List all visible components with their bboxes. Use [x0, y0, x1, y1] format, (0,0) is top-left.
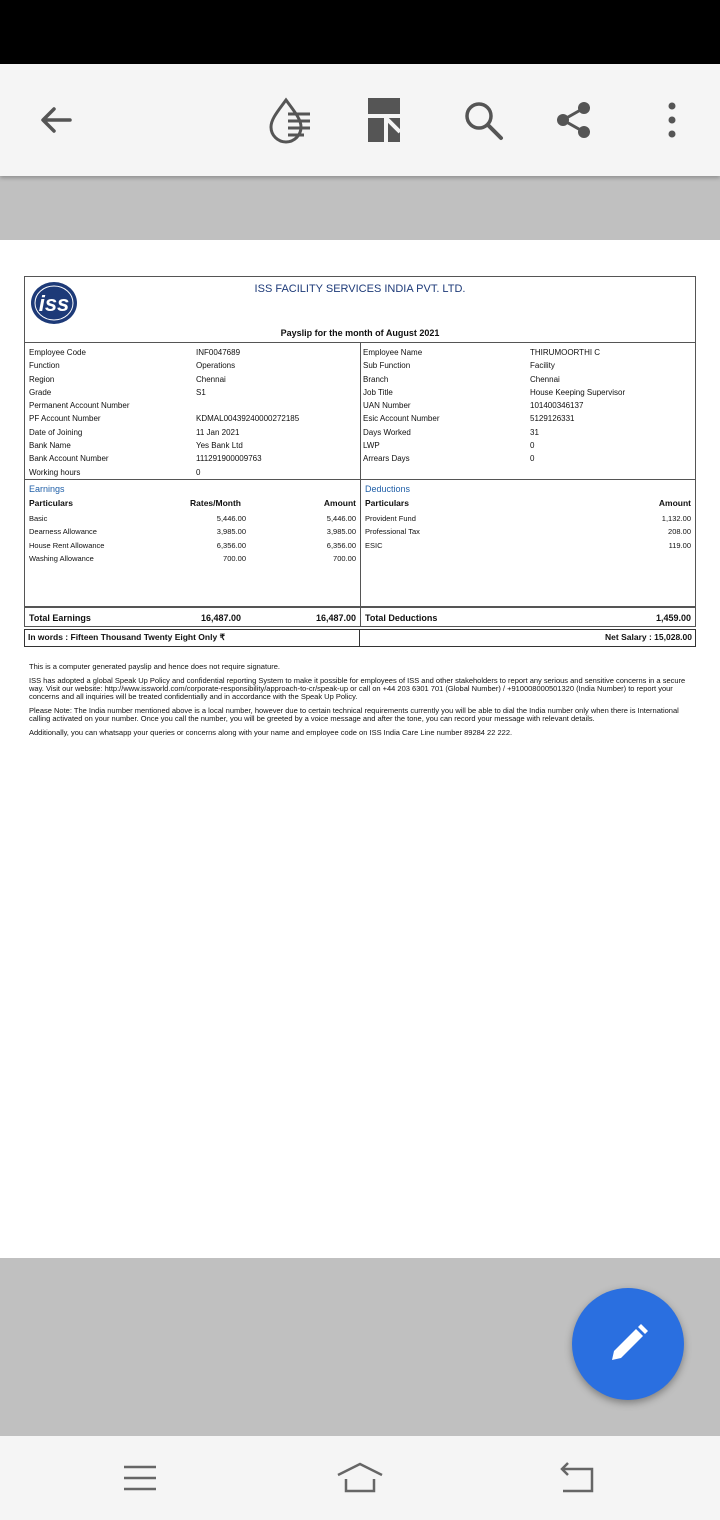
net-salary-row — [24, 629, 696, 647]
deduction-amount: 208.00 — [668, 527, 691, 537]
info-value: 0 — [530, 454, 535, 464]
earnings-row — [29, 512, 356, 525]
info-label: Bank Name — [29, 441, 71, 451]
info-label: Employee Name — [363, 348, 423, 357]
payslip-notes — [24, 663, 696, 737]
page-layout-icon[interactable] — [356, 92, 412, 148]
back-icon[interactable] — [548, 1456, 608, 1500]
payslip — [24, 276, 696, 743]
info-row — [363, 439, 691, 452]
ink-drop-list-icon[interactable] — [262, 92, 318, 148]
earnings-name: Washing Allowance — [29, 553, 94, 563]
info-label: Grade — [29, 387, 52, 397]
earnings-rate: 6,356.00 — [216, 540, 246, 550]
info-label: UAN Number — [363, 401, 411, 411]
amount-in-words: In words : Fifteen Thousand Twenty Eight Only ₹ — [24, 629, 360, 647]
info-row — [363, 346, 691, 359]
info-row — [363, 373, 691, 386]
info-value: Chennai — [196, 374, 226, 384]
earnings-row — [29, 525, 356, 538]
earnings-name: Dearness Allowance — [29, 527, 97, 537]
deduction-name: Professional Tax — [365, 527, 420, 537]
share-icon[interactable] — [546, 92, 602, 148]
info-value: 111291900009763 — [196, 454, 262, 464]
info-label: Permanent Account Number — [29, 401, 130, 411]
info-row — [29, 359, 356, 372]
info-value: 5129126331 — [530, 414, 575, 424]
info-label: Function — [29, 361, 60, 371]
earnings-amount-header: Amount — [323, 497, 356, 508]
more-vert-icon[interactable] — [644, 92, 700, 148]
info-label: Job Title — [363, 387, 393, 397]
svg-text:iss: iss — [38, 291, 70, 316]
info-label: Employee Code — [29, 348, 86, 357]
info-row — [29, 439, 356, 452]
deductions-title: Deductions — [365, 483, 411, 494]
earnings-amount: 6,356.00 — [326, 540, 356, 550]
note-paragraph: Additionally, you can whatsapp your queries or concerns along with your name and employee code on ISS India Care Line number 89284 22 222. — [29, 727, 513, 737]
earnings-row — [29, 552, 356, 565]
info-value: THIRUMOORTHI C — [530, 348, 601, 357]
system-nav-bar — [0, 1436, 720, 1520]
info-row — [29, 466, 356, 479]
deductions-row — [365, 512, 691, 525]
earnings-row — [29, 539, 356, 552]
document-page[interactable] — [0, 240, 720, 1258]
info-value: 31 — [530, 427, 539, 437]
note-paragraph: Please Note: The India number mentioned above is a local number, however due to certain technical requirements currently you will be able to dial the India number only when there is International calling activated on your number. Once you call the number, you will be greeted by a voice message and after the tone, you can record your message with relevant details. — [29, 705, 679, 723]
info-row — [29, 399, 356, 412]
total-earnings-rate: 16,487.00 — [201, 612, 242, 623]
deduction-amount: 119.00 — [668, 540, 691, 550]
earnings-particulars-header: Particulars — [29, 497, 73, 508]
info-label: PF Account Number — [29, 414, 101, 424]
info-label: Branch — [363, 374, 389, 384]
deductions-row — [365, 539, 691, 552]
info-value: S1 — [196, 387, 206, 397]
info-value: 11 Jan 2021 — [196, 427, 240, 437]
earnings-amount: 700.00 — [333, 553, 356, 563]
info-label: Region — [29, 374, 55, 384]
deduction-name: Provident Fund — [365, 513, 416, 523]
deductions-total — [360, 608, 695, 626]
search-icon[interactable] — [455, 92, 511, 148]
info-value: Yes Bank Ltd — [196, 441, 243, 451]
info-value: KDMAL00439240000272185 — [196, 414, 300, 424]
employee-info-right — [360, 343, 695, 479]
earnings-title: Earnings — [29, 483, 65, 494]
deductions-particulars-header: Particulars — [365, 497, 409, 508]
net-salary: Net Salary : 15,028.00 — [360, 629, 696, 647]
earnings-deductions — [24, 480, 696, 607]
info-row — [363, 452, 691, 465]
info-row — [363, 399, 691, 412]
earnings-amount: 5,446.00 — [326, 513, 356, 523]
recent-apps-icon[interactable] — [110, 1456, 170, 1500]
earnings-name: House Rent Allowance — [29, 540, 105, 550]
payslip-month-title: Payslip for the month of August 2021 — [280, 328, 440, 338]
info-label: Esic Account Number — [363, 414, 440, 424]
note-paragraph: This is a computer generated payslip and hence does not require signature. — [29, 661, 280, 671]
status-bar — [0, 0, 720, 64]
earnings-rate: 700.00 — [223, 553, 246, 563]
info-row — [29, 346, 356, 359]
employee-info-left — [25, 343, 360, 479]
deduction-name: ESIC — [365, 540, 383, 550]
back-arrow-icon[interactable] — [28, 92, 84, 148]
info-row — [29, 426, 356, 439]
totals-row — [24, 607, 696, 627]
info-value: Operations — [196, 361, 236, 371]
info-value: 101400346137 — [530, 401, 584, 411]
info-value: INF0047689 — [196, 348, 241, 357]
earnings-total — [25, 608, 360, 626]
earnings-rate: 5,446.00 — [216, 513, 246, 523]
info-value: 0 — [530, 441, 535, 451]
info-row — [29, 452, 356, 465]
info-row — [363, 426, 691, 439]
info-value: House Keeping Supervisor — [530, 387, 626, 397]
total-deductions-label: Total Deductions — [365, 612, 438, 623]
deductions-amount-header: Amount — [658, 497, 691, 508]
info-row — [363, 359, 691, 372]
info-label: Date of Joining — [29, 427, 83, 437]
info-row — [29, 373, 356, 386]
earnings-rate: 3,985.00 — [216, 527, 246, 537]
info-row — [29, 412, 356, 425]
total-earnings-label: Total Earnings — [29, 612, 91, 623]
info-row — [363, 412, 691, 425]
note-paragraph: ISS has adopted a global Speak Up Policy and confidential reporting System to make it possible for employees of ISS and other stakeholders to report any serious and sensitive concerns in a secure way. Visit our website: http://www.issworld.com/corporate-responsibility/approach-to-cr/speak-up or call on +44 203 6301 701 (Global Number) / +910008000501320 (India Number) to report your concerns and all inquiries will be treated confidentially and in accordance with the Speak Up Policy. — [29, 675, 686, 701]
edit-fab-button[interactable] — [572, 1288, 684, 1400]
deduction-amount: 1,132.00 — [661, 513, 691, 523]
earnings-rate-header: Rates/Month — [190, 497, 241, 508]
app-toolbar — [0, 64, 720, 176]
company-name: ISS FACILITY SERVICES INDIA PVT. LTD. — [254, 283, 466, 295]
employee-info — [24, 342, 696, 480]
info-label: Days Worked — [363, 427, 411, 437]
total-deductions-amount: 1,459.00 — [655, 612, 691, 623]
info-label: Arrears Days — [363, 454, 410, 464]
edit-pencil-icon — [604, 1320, 652, 1368]
earnings-section — [25, 480, 360, 606]
earnings-name: Basic — [29, 513, 48, 523]
info-row — [363, 386, 691, 399]
info-label: Bank Account Number — [29, 454, 109, 464]
info-label: Working hours — [29, 467, 81, 477]
info-row — [29, 386, 356, 399]
home-icon[interactable] — [330, 1456, 390, 1500]
info-value: 0 — [196, 467, 201, 477]
total-earnings-amount: 16,487.00 — [315, 612, 356, 623]
info-label: LWP — [363, 441, 380, 451]
earnings-amount: 3,985.00 — [326, 527, 356, 537]
deductions-section — [360, 480, 695, 606]
info-value: Facility — [530, 361, 555, 371]
info-label: Sub Function — [363, 361, 411, 371]
info-value: Chennai — [530, 374, 560, 384]
payslip-header — [24, 276, 696, 342]
deductions-row — [365, 525, 691, 538]
